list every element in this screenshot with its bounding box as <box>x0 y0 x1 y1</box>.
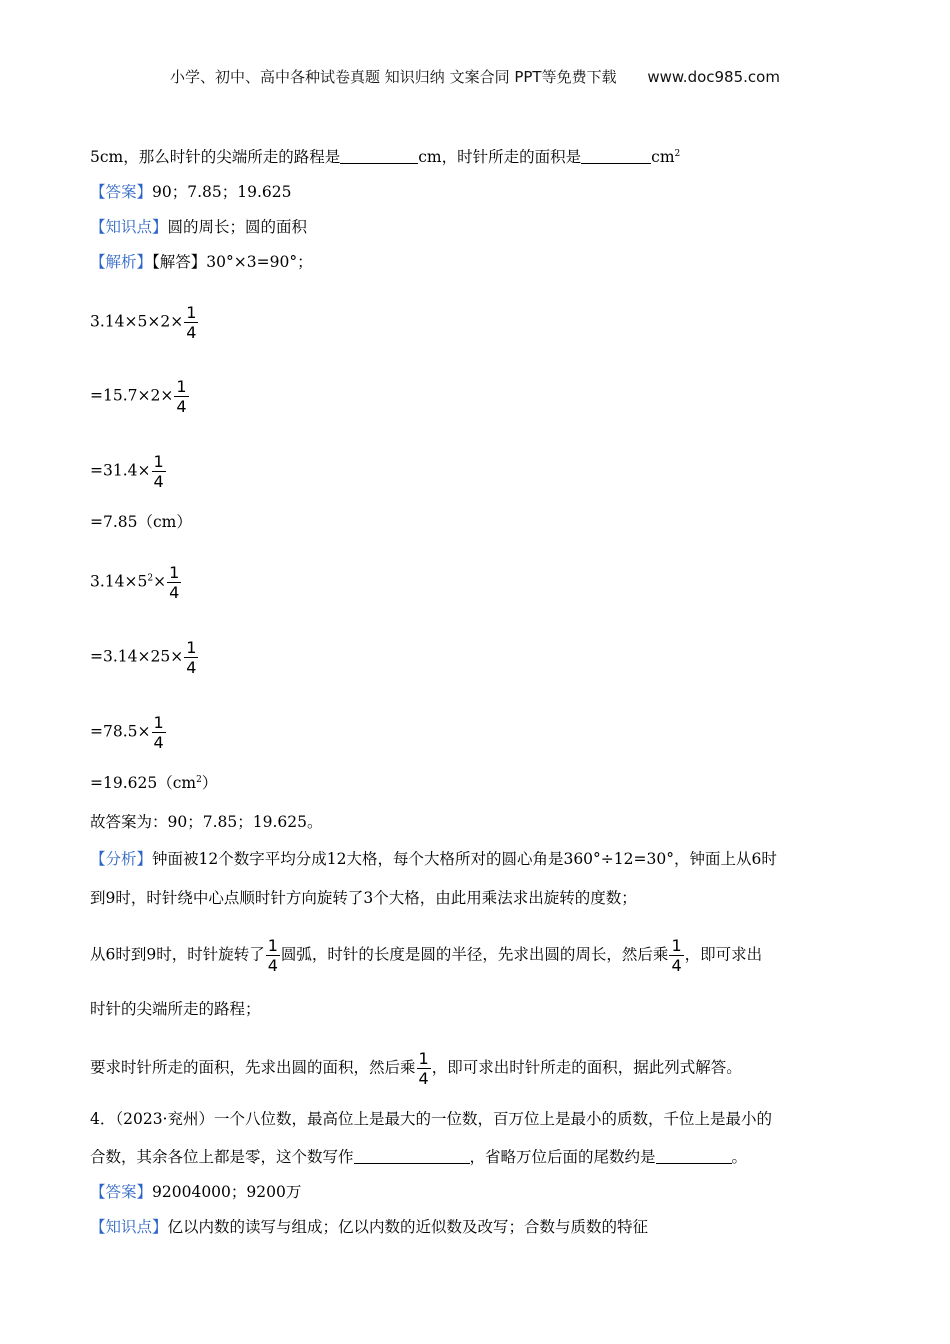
answer-blank-2 <box>581 147 651 164</box>
page-header <box>0 66 950 87</box>
fraction: $\frac{1}{4}$ <box>267 936 278 975</box>
calc-line-5: $3.14\times 5^2\times$ $\frac{1}{4}$ <box>90 563 180 602</box>
kp-tag: 【知识点】 <box>90 218 168 236</box>
header-site: www.doc985.com <box>647 68 780 86</box>
q3-knowledge-point: 【知识点】圆的周长；圆的面积 <box>90 218 308 236</box>
q4-knowledge-point: 【知识点】亿以内数的读写与组成；亿以内数的近似数及改写；合数与质数的特征 <box>90 1218 649 1236</box>
fenxi-line-2: 到9时，时针绕中心点顺时针方向旋转了3个大格，由此用乘法求出旋转的度数； <box>90 889 637 907</box>
fraction: $\frac{1}{4}$ <box>153 713 164 752</box>
answer-blank-1 <box>340 147 418 164</box>
q3-answer: 【答案】90；7.85；19.625 <box>90 183 292 201</box>
calc-line-3: =31.4× $\frac{1}{4}$ <box>90 452 164 491</box>
kp-tag: 【知识点】 <box>90 1218 168 1236</box>
fraction: $\frac{1}{4}$ <box>153 452 164 491</box>
answer-tag: 【答案】 <box>90 1183 153 1201</box>
q4-answer: 【答案】92004000；9200万 <box>90 1183 302 1201</box>
fenxi-line-5: 要求时针所走的面积，先求出圆的面积，然后乘 $\frac{1}{4}$ ，即可求出时针所走的面积，据此列式解答。 <box>90 1049 742 1088</box>
fraction: $\frac{1}{4}$ <box>176 377 187 416</box>
calc-line-4: =7.85（cm） <box>90 513 192 531</box>
fraction: $\frac{1}{4}$ <box>671 936 682 975</box>
conclusion: 故答案为：90；7.85；19.625。 <box>90 813 323 831</box>
fraction: $\frac{1}{4}$ <box>169 563 180 602</box>
fraction: $\frac{1}{4}$ <box>418 1049 429 1088</box>
fenxi-line-3: 从6时到9时，时针旋转了 $\frac{1}{4}$ 圆弧，时针的长度是圆的半径，先求出圆的周长，然后乘 $\frac{1}{4}$ ，即可求出 <box>90 936 763 975</box>
calc-line-8: $=19.625(cm^2)$ <box>90 774 218 792</box>
q3-question-line: 5cm，那么时针的尖端所走的路程是 cm，时针所走的面积是 $cm^2$ <box>90 148 681 166</box>
fenxi-line-4: 时针的尖端所走的路程； <box>90 1000 261 1018</box>
q4-line-2: 合数，其余各位上都是零，这个数写作 ，省略万位后面的尾数约是 。 <box>90 1148 748 1166</box>
header-title: 小学、初中、高中各种试卷真题 知识归纳 文案合同 PPT等免费下载 <box>170 68 617 86</box>
calc-line-2: =15.7×2× $\frac{1}{4}$ <box>90 377 187 416</box>
q3-analysis: 【解析】【解答】30°×3=90°； <box>90 253 313 271</box>
fenxi-tag: 【分析】 <box>90 850 153 868</box>
fenxi-line-1: 【分析】钟面被12个数字平均分成12大格，每个大格所对的圆心角是360°÷12=30°，钟面上从6时 <box>90 850 777 868</box>
calc-line-7: =78.5× $\frac{1}{4}$ <box>90 713 164 752</box>
fraction: $\frac{1}{4}$ <box>186 303 197 342</box>
calc-line-6: =3.14×25× $\frac{1}{4}$ <box>90 638 197 677</box>
fraction: $\frac{1}{4}$ <box>186 638 197 677</box>
answer-blank-4 <box>656 1147 732 1164</box>
calc-line-1: 3.14×5×2× $\frac{1}{4}$ <box>90 303 197 342</box>
q4-line-1: 4．（2023·兖州）一个八位数，最高位上是最大的一位数，百万位上是最小的质数，千位上是最小的 <box>90 1110 772 1128</box>
analysis-tag: 【解析】 <box>90 253 153 271</box>
answer-tag: 【答案】 <box>90 183 153 201</box>
answer-blank-3 <box>354 1147 470 1164</box>
